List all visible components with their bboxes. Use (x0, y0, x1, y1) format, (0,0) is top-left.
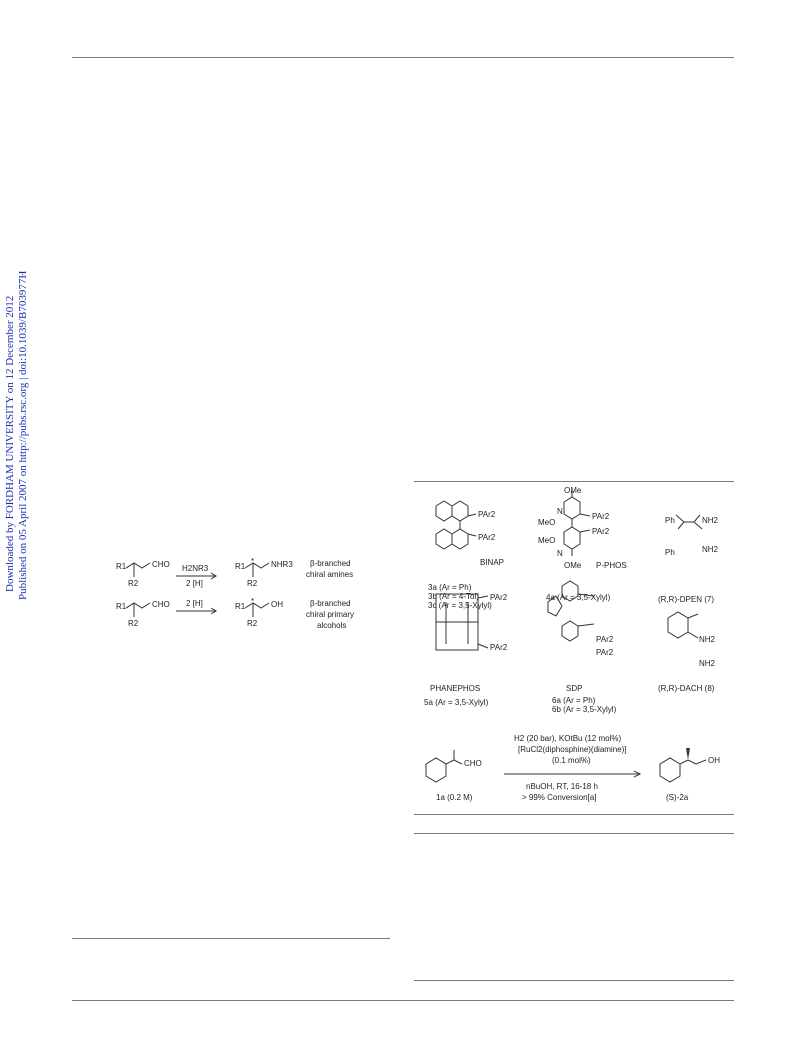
substrate-cho: CHO (464, 759, 482, 768)
amines-label-2: chiral amines (306, 570, 354, 579)
sdp-variant-6a: 6a (Ar = Ph) (552, 696, 596, 705)
publication-stamp: Published on 05 April 2007 on http://pubs.rsc.org | doi:10.1039/B703977H (17, 270, 29, 600)
pphos-name: P-PHOS (596, 561, 627, 570)
binap-p-lower: PAr2 (478, 533, 496, 542)
download-stamp: Downloaded by FORDHAM UNIVERSITY on 12 December 2012 (4, 295, 16, 592)
pphos-ome-top: OMe (564, 486, 582, 495)
pphos-p-upper: PAr2 (592, 512, 610, 521)
r1-label: R1 (116, 562, 127, 571)
row1-reagent-top: H2NR3 (182, 564, 209, 573)
stereocenter-mark: * (251, 557, 255, 566)
conditions-below-1: nBuOH, RT, 16-18 h (526, 782, 598, 791)
binap-name: BINAP (480, 558, 505, 567)
r2-label: R2 (247, 579, 258, 588)
ligand-figure (414, 484, 734, 812)
sdp-p-lower: PAr2 (596, 648, 614, 657)
alcohols-label-1: β-branched (310, 599, 351, 608)
product-oh: OH (708, 756, 720, 765)
dpen-nh2-upper: NH2 (702, 516, 719, 525)
binap-p-upper: PAr2 (478, 510, 496, 519)
row1-product-group: NHR3 (271, 560, 293, 569)
wedge-bond-mark (686, 748, 690, 760)
aldehyde-scheme (110, 555, 390, 650)
conditions-below-2: > 99% Conversion[a] (522, 793, 597, 802)
dach-nh2-upper: NH2 (699, 635, 716, 644)
row1-reagent-bottom: 2 [H] (186, 579, 203, 588)
phanephos-p-lower: PAr2 (490, 643, 508, 652)
footnote-rule (72, 938, 390, 939)
conditions-line-2: [RuCl2(diphosphine)(diamine)] (518, 745, 627, 754)
substrate-label: 1a (0.2 M) (436, 793, 473, 802)
dpen-ph-lower: Ph (665, 548, 675, 557)
r1-label: R1 (116, 602, 127, 611)
row2-reactant-cho: CHO (152, 600, 170, 609)
pphos-meo-upper: MeO (538, 518, 556, 527)
binap-variant-3a: 3a (Ar = Ph) (428, 583, 472, 592)
r1-label: R1 (235, 562, 246, 571)
row2-reagent: 2 [H] (186, 599, 203, 608)
dpen-name: (R,R)-DPEN (7) (658, 595, 714, 604)
sdp-name: SDP (566, 684, 583, 693)
row1-reactant-cho: CHO (152, 560, 170, 569)
section-rule (414, 833, 734, 834)
dach-name: (R,R)-DACH (8) (658, 684, 715, 693)
phanephos-variant-5a: 5a (Ar = 3,5-Xylyl) (424, 698, 489, 707)
pphos-p-lower: PAr2 (592, 527, 610, 536)
r2-label: R2 (128, 579, 139, 588)
sdp-variant-6b: 6b (Ar = 3,5-Xylyl) (552, 705, 617, 714)
dpen-nh2-lower: NH2 (702, 545, 719, 554)
figure-top-rule (414, 481, 734, 482)
conditions-line-1: H2 (20 bar), KOtBu (12 mol%) (514, 734, 622, 743)
dach-nh2-lower: NH2 (699, 659, 716, 668)
pphos-n-lower: N (557, 549, 563, 558)
footer-rule (72, 1000, 734, 1001)
stereocenter-mark: * (251, 597, 255, 606)
phanephos-p-upper: PAr2 (490, 593, 508, 602)
pphos-n-upper: N (557, 507, 563, 516)
pphos-variant-4a: 4a (Ar = 3,5-Xylyl) (546, 593, 611, 602)
dpen-ph-upper: Ph (665, 516, 675, 525)
alcohols-label-3: alcohols (317, 621, 347, 630)
r2-label: R2 (128, 619, 139, 628)
column-end-rule (414, 980, 734, 981)
header-rule (72, 57, 734, 58)
sdp-p-upper: PAr2 (596, 635, 614, 644)
product-label: (S)-2a (666, 793, 689, 802)
conditions-line-3: (0.1 mol%) (552, 756, 591, 765)
r1-label: R1 (235, 602, 246, 611)
pphos-meo-lower: MeO (538, 536, 556, 545)
pphos-ome-bottom: OMe (564, 561, 582, 570)
amines-label-1: β-branched (310, 559, 351, 568)
binap-variant-3b: 3b (Ar = 4-Tol) (428, 592, 479, 601)
figure-bottom-rule (414, 814, 734, 815)
binap-variant-3c: 3c (Ar = 3,5-Xylyl) (428, 601, 492, 610)
phanephos-name: PHANEPHOS (430, 684, 481, 693)
r2-label: R2 (247, 619, 258, 628)
row2-product-group: OH (271, 600, 283, 609)
alcohols-label-2: chiral primary (306, 610, 355, 619)
